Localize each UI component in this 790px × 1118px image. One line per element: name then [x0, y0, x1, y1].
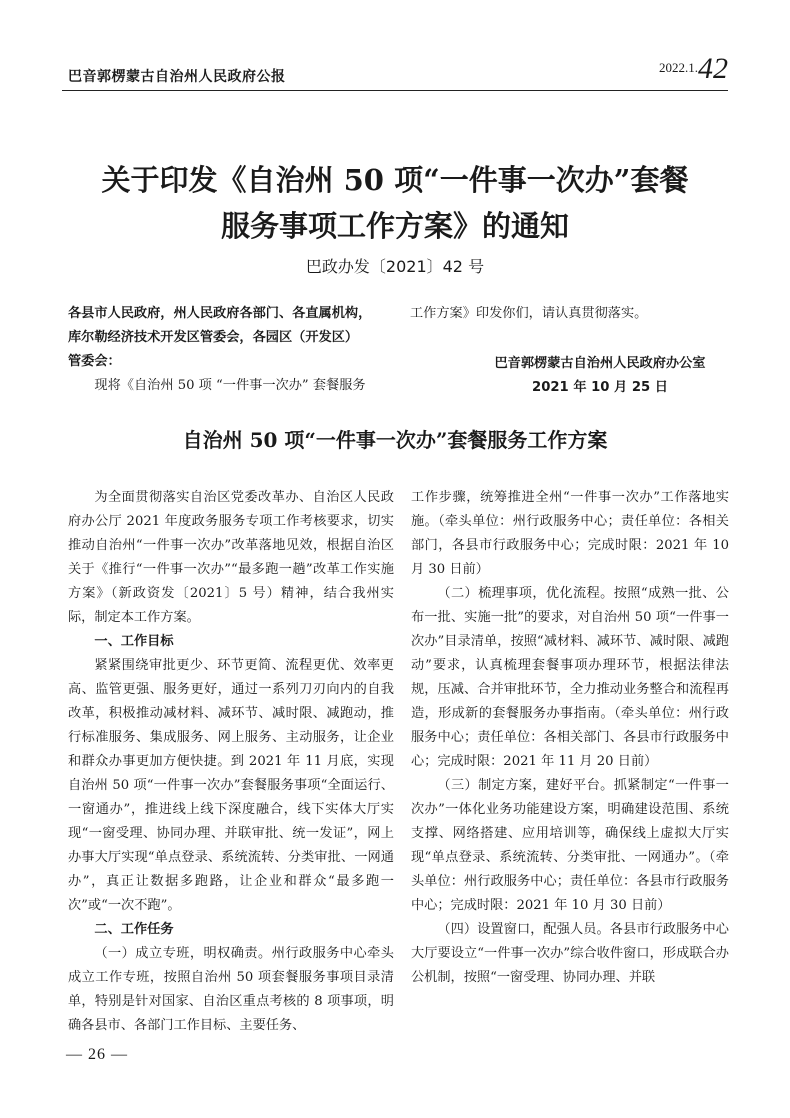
issue-date: 2022.1. [659, 60, 698, 75]
section-heading-goals: 一、工作目标 [94, 634, 174, 649]
plan-intro-paragraph: 为全面贯彻落实自治区党委改革办、自治区人民政府办公厅 2021 年度政务服务专项工作考核要求，切实推动自治州“一件事一次办”改革落地见效，根据自治区关于《推行“一件事一次办”“最多跑一趟”改革工作实施方案》（新政资发〔2021〕5 号）精神，结合我州实际，制定本工作方案。 [68, 490, 394, 625]
section-heading-tasks: 二、工作任务 [94, 922, 174, 937]
notice-title [60, 157, 730, 249]
page-number: — 26 — [66, 1046, 128, 1063]
task1-paragraph: （一）成立专班，明权确责。州行政服务中心牵头成立工作专班，按照自治州 50 项套餐服务事项目录清单，特别是针对国家、自治区重点考核的 8 项事项，明确各县市、各部门工作目标、主要任务、 [68, 946, 394, 1033]
notice-left-column [68, 302, 398, 398]
issue-info [659, 52, 728, 86]
signature-date: 2021 年 10 月 25 日 [532, 380, 668, 395]
task1-continuation: 工作步骤，统筹推进全州“一件事一次办”工作落地实施。（牵头单位：州行政服务中心；责任单位：各相关部门，各县市行政服务中心；完成时限：2021 年 10 月 30 日前） [411, 490, 729, 577]
task4-paragraph: （四）设置窗口，配强人员。各县市行政服务中心大厅要设立“一件事一次办”综合收件窗口，形成联合办公机制，按照“一窗受理、协同办理、并联 [411, 922, 729, 985]
notice-title-line1: 关于印发《自治州 50 项“一件事一次办”套餐 [101, 163, 689, 197]
publication-name: 巴音郭楞蒙古自治州人民政府公报 [68, 69, 286, 85]
notice-title-line2: 服务事项工作方案》的通知 [220, 209, 569, 243]
plan-title: 自治州 50 项“一件事一次办”套餐服务工作方案 [182, 428, 608, 452]
issue-number: 42 [698, 52, 728, 85]
goals-paragraph: 紧紧围绕审批更少、环节更简、流程更优、效率更高、监管更强、服务更好，通过一系列刀刃向内的自我改革，积极推动减材料、减环节、减时限、减跑动，推行标准服务、集成服务、网上服务、主动服务，让企业和群众办事更加方便快捷。到 2021 年 11 月底，实现自治州 50 项“一件事一次办”套餐服务事项“全面运行、一窗通办”，推进线上线下深度融合，线下实体大厅实现“一窗受理、协同办理、并联审批、统一发证”，网上办事大厅实现“单点登录、系统流转、分类审批、一网通办”，真正让数据多跑路，让企业和群众“最多跑一次”或“一次不跑”。 [68, 658, 394, 913]
task2-paragraph: （二）梳理事项，优化流程。按照“成熟一批、公布一批、实施一批”的要求，对自治州 50 项“一件事一次办”目录清单，按照“减材料、减环节、减时限、减跑动”要求，认真梳理套餐事项办理环节，根据法律法规，压减、合并审批环节，全力推动业务整合和流程再造，形成新的套餐服务办事指南。（牵头单位：州行政服务中心；责任单位：各相关部门、各县市行政服务中心；完成时限：2021 年 11 月 20 日前） [411, 586, 729, 769]
document-number: 巴政办发〔2021〕42 号 [305, 257, 485, 276]
notice-body-end: 工作方案》印发你们，请认真贯彻落实。 [410, 306, 648, 321]
signature-organization: 巴音郭楞蒙古自治州人民政府办公室 [494, 356, 706, 371]
header-divider [62, 90, 728, 91]
addressee-line: 各县市人民政府，州人民政府各部门、各直属机构， [68, 306, 372, 321]
notice-body-start: 现将《自治州 50 项 “一件事一次办” 套餐服务 [94, 378, 366, 393]
addressee-line: 管委会： [68, 354, 121, 369]
task3-paragraph: （三）制定方案，建好平台。抓紧制定“一件事一次办”一体化业务功能建设方案，明确建设范围、系统支撑、网络搭建、应用培训等，确保线上虚拟大厅实现“单点登录、系统流转、分类审批、一网通办”。（牵头单位：州行政服务中心；责任单位：各县市行政服务中心；完成时限：2021 年 10 月 30 日前） [411, 778, 729, 913]
addressee-line: 库尔勒经济技术开发区管委会，各园区（开发区） [68, 330, 359, 345]
plan-right-column [411, 486, 729, 990]
notice-right-column [410, 302, 730, 326]
plan-left-column [68, 486, 394, 1038]
